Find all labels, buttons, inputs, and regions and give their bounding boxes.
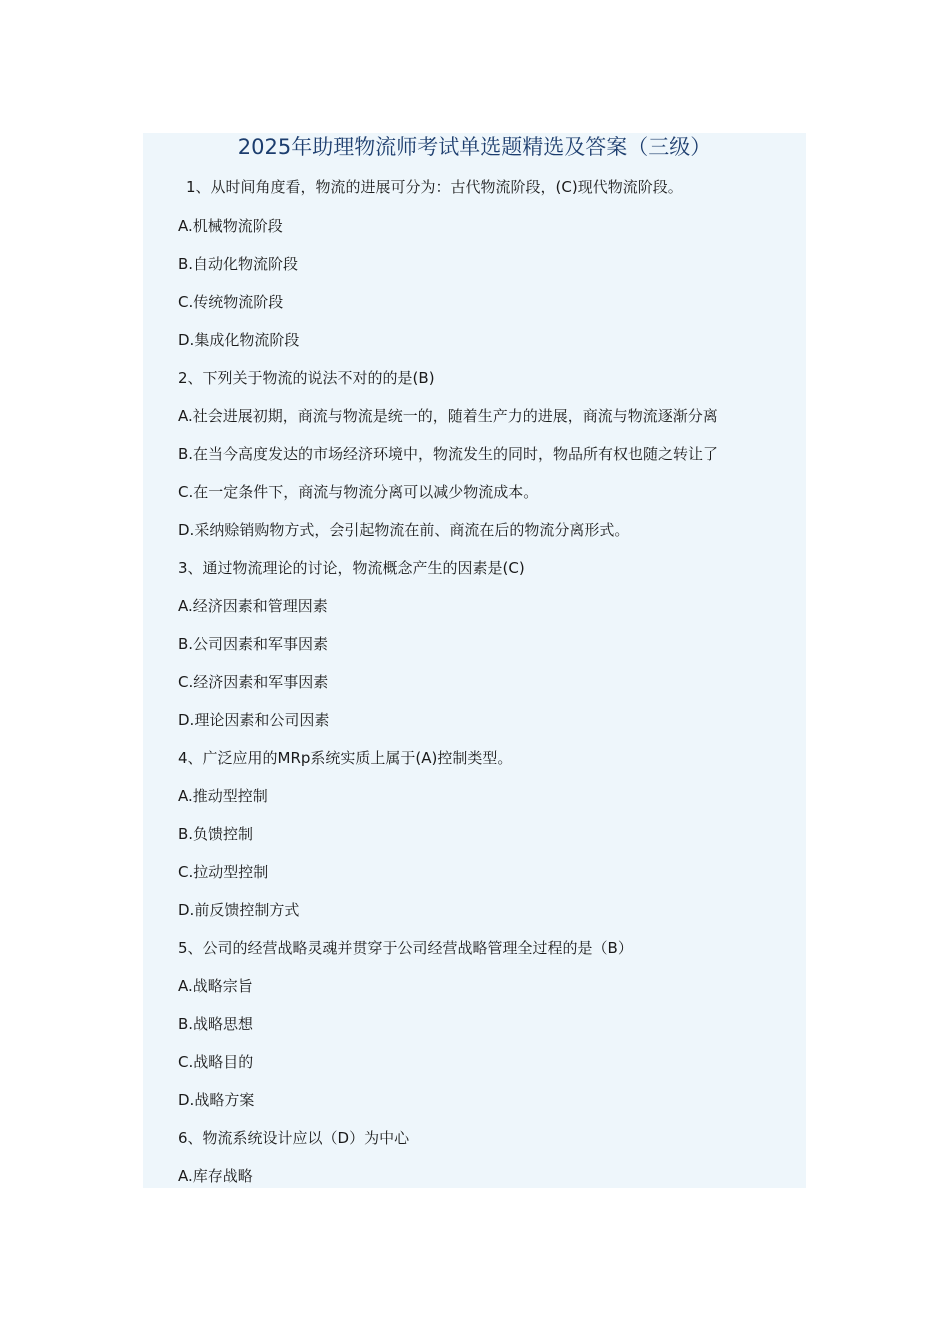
option-2b: B.在当今高度发达的市场经济环境中，物流发生的同时，物品所有权也随之转让了 [178,445,719,463]
option-2c: C.在一定条件下，商流与物流分离可以减少物流成本。 [178,483,539,501]
question-6: 6、物流系统设计应以（D）为中心 [178,1129,410,1147]
option-4c: C.拉动型控制 [178,863,269,881]
option-1c: C.传统物流阶段 [178,293,284,311]
option-3b: B.公司因素和军事因素 [178,635,329,653]
option-4b: B.负馈控制 [178,825,254,843]
option-3d: D.理论因素和公司因素 [178,711,330,729]
question-5: 5、公司的经营战略灵魂并贯穿于公司经营战略管理全过程的是（B） [178,939,633,957]
question-4: 4、广泛应用的MRp系统实质上属于(A)控制类型。 [178,749,513,767]
option-5d: D.战略方案 [178,1091,255,1109]
option-2d: D.采纳赊销购物方式，会引起物流在前、商流在后的物流分离形式。 [178,521,630,539]
option-1b: B.自动化物流阶段 [178,255,299,273]
option-3a: A.经济因素和管理因素 [178,597,328,615]
option-5b: B.战略思想 [178,1015,254,1033]
question-3: 3、通过物流理论的讨论，物流概念产生的因素是(C) [178,559,525,577]
option-1d: D.集成化物流阶段 [178,331,300,349]
option-5a: A.战略宗旨 [178,977,253,995]
option-4d: D.前反馈控制方式 [178,901,300,919]
question-1: 1、从时间角度看，物流的进展可分为：古代物流阶段，(C)现代物流阶段。 [186,178,683,196]
option-4a: A.推动型控制 [178,787,268,805]
option-2a: A.社会进展初期，商流与物流是统一的，随着生产力的进展，商流与物流逐渐分离 [178,407,718,425]
option-6a: A.库存战略 [178,1167,253,1185]
question-2: 2、下列关于物流的说法不对的的是(B) [178,369,435,387]
option-3c: C.经济因素和军事因素 [178,673,329,691]
option-5c: C.战略目的 [178,1053,254,1071]
option-1a: A.机械物流阶段 [178,217,283,235]
document-title: 2025年助理物流师考试单选题精选及答案（三级） [237,135,712,159]
